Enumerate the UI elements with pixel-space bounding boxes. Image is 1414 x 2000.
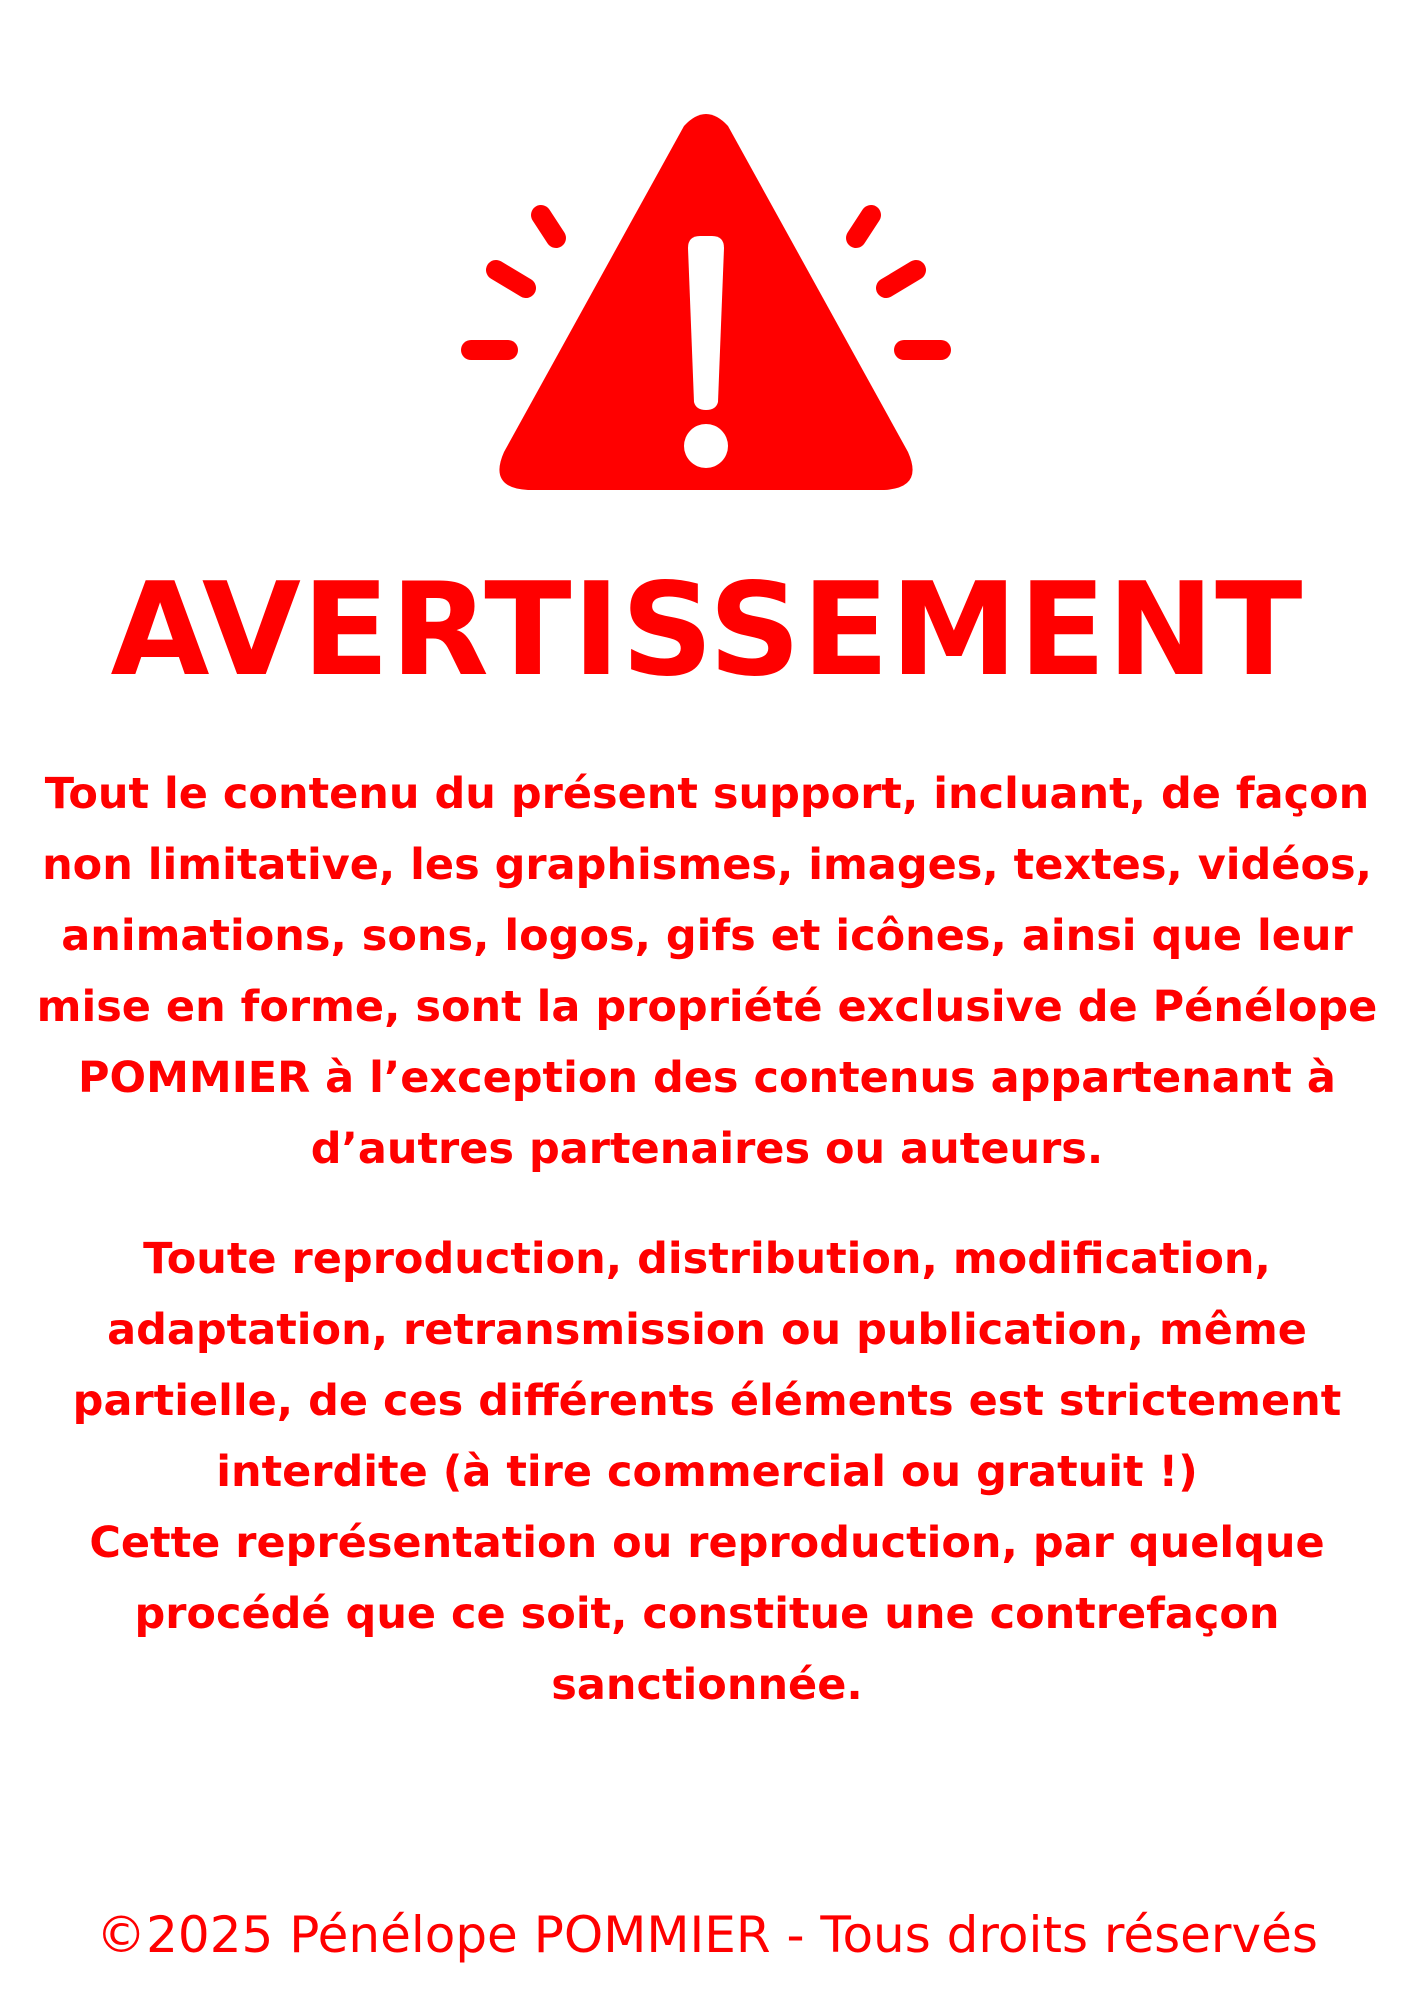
paragraph-line: partielle, de ces différents éléments est strictement bbox=[72, 1376, 1342, 1426]
exclamation-dot bbox=[684, 424, 728, 468]
paragraph-line: mise en forme, sont la propriété exclusive de Pénélope bbox=[36, 982, 1378, 1032]
paragraph-line: procédé que ce soit, constitue une contrefaçon bbox=[134, 1589, 1280, 1639]
prohibition-paragraph bbox=[0, 1224, 1414, 1721]
warning-triangle-icon bbox=[456, 110, 956, 500]
ownership-paragraph bbox=[0, 759, 1414, 1185]
paragraph-line: adaptation, retransmission ou publication, même bbox=[107, 1305, 1307, 1355]
paragraph-line: d’autres partenaires ou auteurs. bbox=[310, 1124, 1104, 1174]
page-title: AVERTISSEMENT bbox=[110, 556, 1304, 705]
paragraph-line: Tout le contenu du présent support, incluant, de façon bbox=[44, 769, 1370, 819]
paragraph-line: POMMIER à l’exception des contenus appartenant à bbox=[78, 1053, 1336, 1103]
paragraph-line: sanctionnée. bbox=[551, 1660, 863, 1710]
copyright-notice: ©2025 Pénélope POMMIER - Tous droits réservés bbox=[96, 1906, 1318, 1964]
paragraph-line: Toute reproduction, distribution, modification, bbox=[143, 1234, 1271, 1284]
paragraph-line: interdite (à tire commercial ou gratuit !) bbox=[216, 1447, 1198, 1497]
paragraph-line: non limitative, les graphismes, images, textes, vidéos, bbox=[42, 840, 1372, 890]
alert-rays-right bbox=[856, 215, 941, 350]
paragraph-line: animations, sons, logos, gifs et icônes, ainsi que leur bbox=[61, 911, 1353, 961]
exclamation-bar bbox=[688, 236, 724, 410]
paragraph-line: Cette représentation ou reproduction, par quelque bbox=[89, 1518, 1325, 1568]
alert-rays-left bbox=[471, 215, 556, 350]
